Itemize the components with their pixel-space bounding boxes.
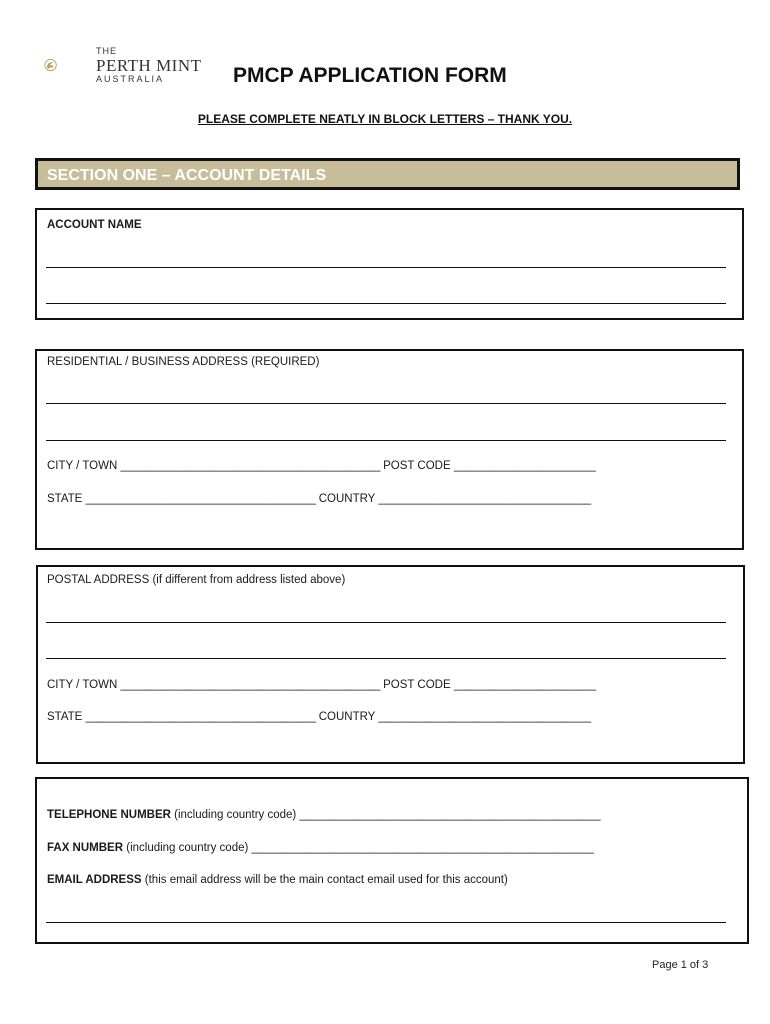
page-title: PMCP APPLICATION FORM (233, 64, 507, 87)
residential-city-label: CITY / TOWN (47, 460, 118, 472)
postal-city-row (47, 679, 595, 691)
page-subtitle: PLEASE COMPLETE NEATLY IN BLOCK LETTERS – THANK YOU. (197, 112, 573, 126)
postal-city-label: CITY / TOWN (47, 679, 118, 691)
postal-address-line-2[interactable] (46, 658, 726, 659)
page-number: Page 1 of 3 (652, 959, 709, 971)
residential-city-row (47, 460, 595, 472)
residential-address-label: RESIDENTIAL / BUSINESS ADDRESS (REQUIRED) (47, 356, 320, 368)
telephone-field[interactable]: ___________________________________________________ (299, 809, 601, 821)
postal-address-box (36, 565, 745, 764)
residential-state-row (47, 493, 591, 505)
residential-country-label: COUNTRY (318, 493, 376, 505)
telephone-row (47, 809, 600, 821)
logo-perth-mint: PERTH MINT (96, 56, 202, 75)
residential-postcode-label: POST CODE (383, 460, 451, 472)
residential-address-box (35, 349, 744, 550)
postal-state-field[interactable]: _______________________________________ (85, 711, 316, 723)
section-one-title: SECTION ONE – ACCOUNT DETAILS (47, 167, 327, 184)
email-row (47, 874, 508, 886)
telephone-label: TELEPHONE NUMBER (47, 809, 171, 821)
email-note: (this email address will be the main contact email used for this account) (144, 874, 508, 886)
account-name-box (35, 208, 744, 320)
email-label: EMAIL ADDRESS (47, 874, 142, 886)
residential-state-label: STATE (47, 493, 83, 505)
residential-postcode-field[interactable]: ________________________ (453, 460, 596, 472)
residential-address-line-2[interactable] (46, 440, 726, 441)
residential-country-field[interactable]: ____________________________________ (378, 493, 591, 505)
section-one-header (35, 158, 740, 190)
postal-postcode-label: POST CODE (383, 679, 451, 691)
account-name-line-2[interactable] (46, 303, 726, 304)
logo-wordmark (96, 47, 202, 84)
contact-details-box (35, 777, 749, 944)
perth-mint-logo (44, 42, 94, 88)
email-line[interactable] (46, 922, 726, 923)
fax-note: (including country code) (126, 842, 249, 854)
residential-state-field[interactable]: _______________________________________ (85, 493, 316, 505)
postal-city-field[interactable]: ____________________________________________ (120, 679, 380, 691)
postal-postcode-field[interactable]: ________________________ (453, 679, 596, 691)
postal-state-row (47, 711, 591, 723)
postal-state-label: STATE (47, 711, 83, 723)
logo-australia: AUSTRALIA (96, 74, 165, 84)
fax-field[interactable]: __________________________________________________________ (251, 842, 594, 854)
postal-address-line-1[interactable] (46, 622, 726, 623)
fax-label: FAX NUMBER (47, 842, 124, 854)
residential-address-line-1[interactable] (46, 403, 726, 404)
fax-row (47, 842, 594, 854)
telephone-note: (including country code) (174, 809, 297, 821)
account-name-line-1[interactable] (46, 267, 726, 268)
residential-city-field[interactable]: ____________________________________________ (120, 460, 380, 472)
postal-country-label: COUNTRY (318, 711, 376, 723)
account-name-label: ACCOUNT NAME (47, 219, 142, 231)
postal-address-label: POSTAL ADDRESS (if different from address listed above) (47, 574, 346, 586)
logo-the: THE (96, 46, 117, 56)
postal-country-field[interactable]: ____________________________________ (378, 711, 591, 723)
